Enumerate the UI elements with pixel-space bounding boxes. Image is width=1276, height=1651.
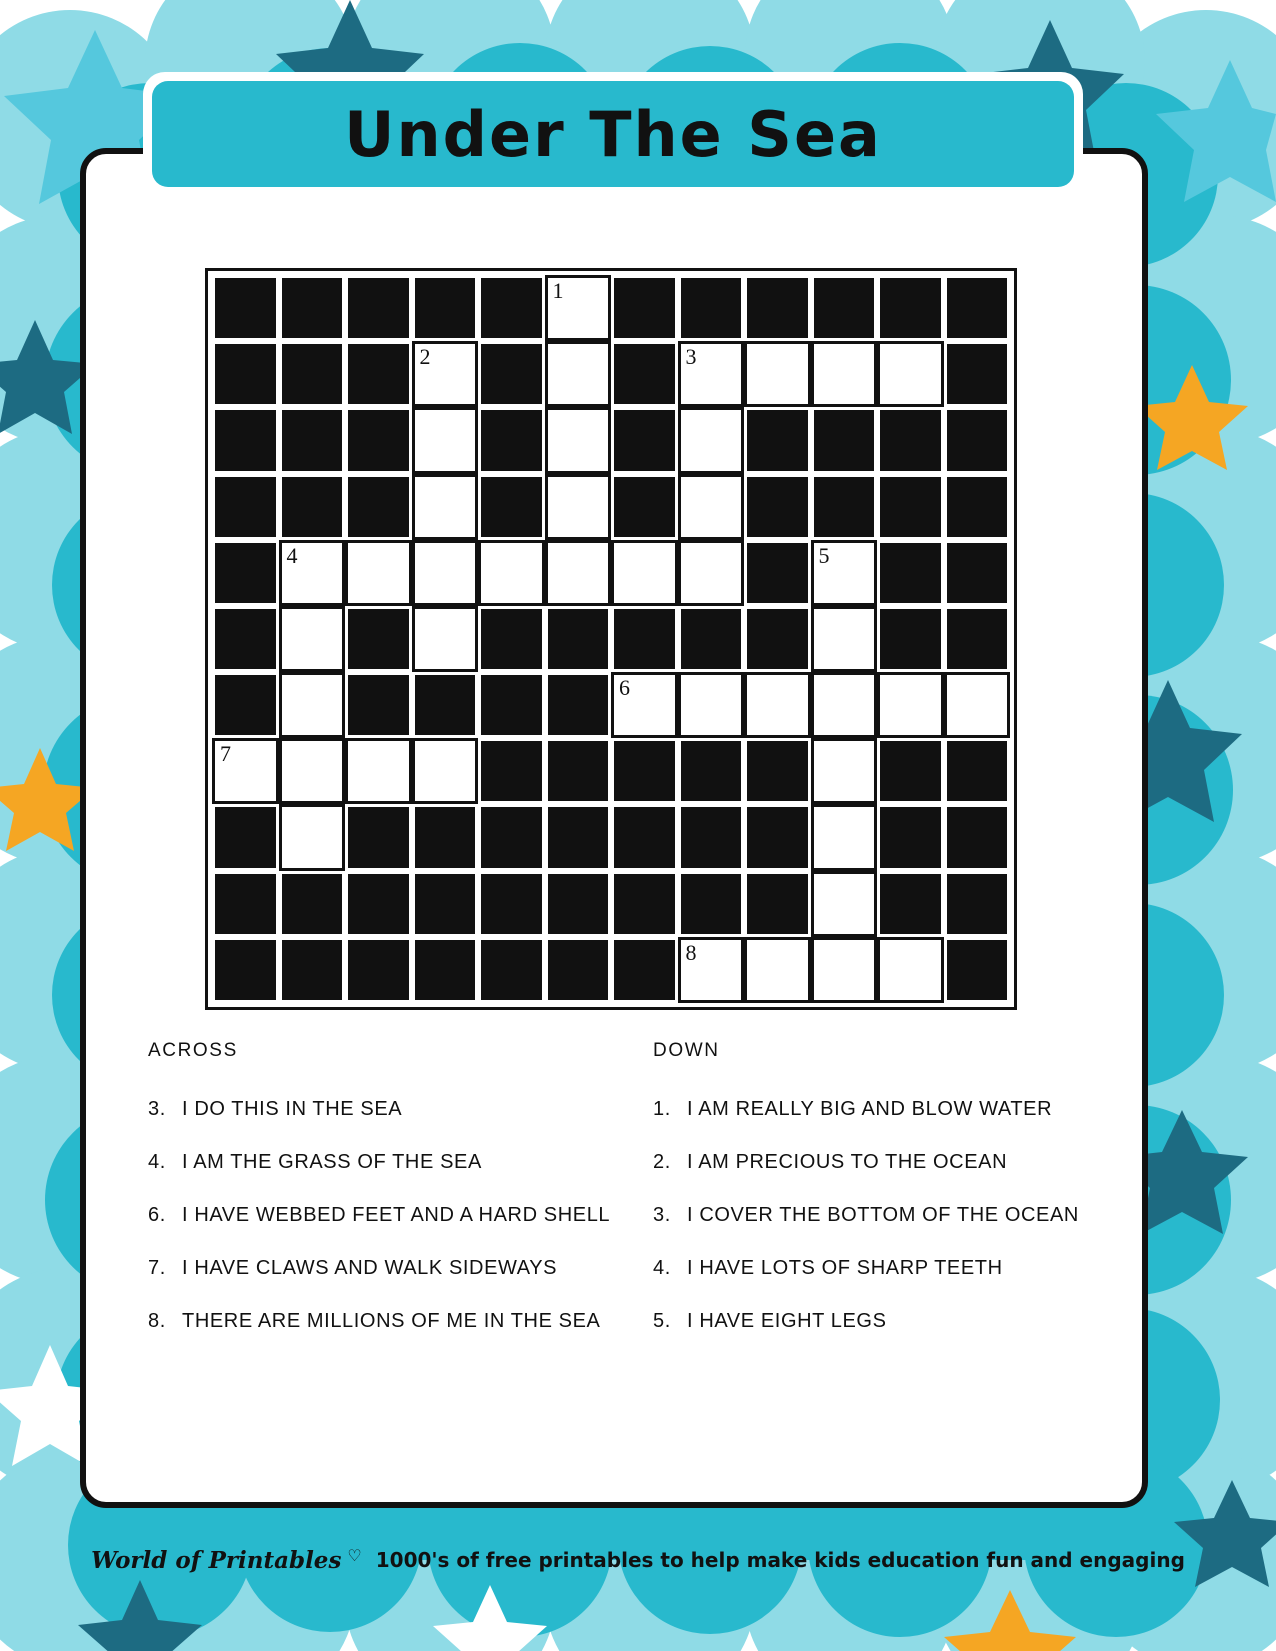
crossword-cell-blocked xyxy=(279,937,346,1003)
clue-number: 8. xyxy=(148,1310,166,1332)
crossword-cell-blocked xyxy=(944,474,1011,540)
crossword-cell-blocked xyxy=(412,804,479,870)
crossword-cell-blocked xyxy=(545,804,612,870)
crossword-cell-blocked xyxy=(944,341,1011,407)
crossword-cell-blocked xyxy=(611,606,678,672)
crossword-cell-blocked xyxy=(744,606,811,672)
crossword-cell-open[interactable] xyxy=(877,937,944,1003)
crossword-cell-open[interactable] xyxy=(811,804,878,870)
across-clue-item xyxy=(148,1204,653,1227)
crossword-cell-open[interactable] xyxy=(611,540,678,606)
crossword-cell-blocked xyxy=(345,275,412,341)
brand-name: World of Printables xyxy=(91,1546,342,1574)
crossword-cell-open[interactable] xyxy=(345,738,412,804)
crossword-cell-blocked xyxy=(345,474,412,540)
crossword-cell-blocked xyxy=(944,540,1011,606)
down-clue-list xyxy=(653,1098,1128,1333)
crossword-cell-blocked xyxy=(212,540,279,606)
down-clue-item xyxy=(653,1310,1128,1333)
clue-number: 4. xyxy=(148,1151,166,1173)
crossword-cell-blocked xyxy=(678,606,745,672)
crossword-cell-open[interactable] xyxy=(944,672,1011,738)
crossword-cell-blocked xyxy=(279,407,346,473)
crossword-grid-container xyxy=(205,268,1017,1010)
crossword-cell-blocked xyxy=(212,407,279,473)
crossword-cell-blocked xyxy=(345,672,412,738)
crossword-cell-blocked xyxy=(811,407,878,473)
crossword-cell-blocked xyxy=(478,937,545,1003)
crossword-cell-blocked xyxy=(545,937,612,1003)
clue-number: 7. xyxy=(148,1257,166,1279)
crossword-cell-open[interactable] xyxy=(279,606,346,672)
crossword-cell-blocked xyxy=(478,606,545,672)
crossword-cell-blocked xyxy=(877,871,944,937)
crossword-cell-open[interactable] xyxy=(744,672,811,738)
crossword-cell-blocked xyxy=(944,804,1011,870)
crossword-cell-blocked xyxy=(877,804,944,870)
cell-number: 8 xyxy=(685,939,697,965)
crossword-cell-blocked xyxy=(412,672,479,738)
crossword-cell-open[interactable] xyxy=(345,540,412,606)
crossword-cell-blocked xyxy=(212,474,279,540)
clue-number: 1. xyxy=(653,1098,671,1120)
crossword-cell-blocked xyxy=(678,804,745,870)
crossword-cell-blocked xyxy=(478,341,545,407)
crossword-cell-blocked xyxy=(744,804,811,870)
crossword-cell-open[interactable] xyxy=(678,474,745,540)
clue-number: 6. xyxy=(148,1204,166,1226)
crossword-cell-open[interactable] xyxy=(279,672,346,738)
clue-text: I HAVE LOTS OF SHARP TEETH xyxy=(687,1257,1003,1279)
crossword-grid xyxy=(212,275,1010,1003)
clue-text: I AM THE GRASS OF THE SEA xyxy=(182,1151,482,1173)
crossword-cell-open[interactable] xyxy=(478,540,545,606)
crossword-cell-blocked xyxy=(212,606,279,672)
down-heading: DOWN xyxy=(653,1040,720,1061)
crossword-cell-blocked xyxy=(279,341,346,407)
crossword-cell-blocked xyxy=(744,738,811,804)
cell-number: 2 xyxy=(419,344,431,370)
crossword-cell-blocked xyxy=(478,275,545,341)
crossword-cell-open[interactable] xyxy=(744,937,811,1003)
crossword-cell-blocked xyxy=(944,606,1011,672)
crossword-cell-blocked xyxy=(478,738,545,804)
down-clue-item xyxy=(653,1098,1128,1121)
across-column xyxy=(148,1040,653,1363)
crossword-cell-open[interactable] xyxy=(877,341,944,407)
crossword-cell-open[interactable] xyxy=(678,672,745,738)
crossword-cell-blocked xyxy=(944,871,1011,937)
crossword-cell-blocked xyxy=(345,937,412,1003)
crossword-cell-blocked xyxy=(212,871,279,937)
crossword-cell-blocked xyxy=(478,474,545,540)
crossword-cell-blocked xyxy=(345,341,412,407)
clue-text: I HAVE CLAWS AND WALK SIDEWAYS xyxy=(182,1257,558,1279)
crossword-cell-open[interactable] xyxy=(611,672,678,738)
crossword-cell-blocked xyxy=(412,871,479,937)
crossword-cell-open[interactable] xyxy=(811,606,878,672)
heart-icon: ♡ xyxy=(347,1548,362,1565)
crossword-cell-blocked xyxy=(877,738,944,804)
crossword-cell-blocked xyxy=(611,474,678,540)
crossword-cell-blocked xyxy=(212,341,279,407)
crossword-cell-open[interactable] xyxy=(744,341,811,407)
across-clue-item xyxy=(148,1151,653,1174)
across-clue-list xyxy=(148,1098,653,1333)
crossword-cell-open[interactable] xyxy=(678,341,745,407)
crossword-cell-blocked xyxy=(944,937,1011,1003)
across-heading: ACROSS xyxy=(148,1040,238,1061)
crossword-cell-open[interactable] xyxy=(545,540,612,606)
clues-section xyxy=(148,1040,1128,1363)
crossword-cell-blocked xyxy=(279,871,346,937)
down-clue-item xyxy=(653,1257,1128,1280)
crossword-cell-blocked xyxy=(877,407,944,473)
clue-number: 3. xyxy=(148,1098,166,1120)
down-clue-item xyxy=(653,1151,1128,1174)
crossword-cell-open[interactable] xyxy=(545,407,612,473)
crossword-cell-blocked xyxy=(944,275,1011,341)
crossword-cell-blocked xyxy=(744,407,811,473)
cell-number: 4 xyxy=(286,542,298,568)
crossword-cell-blocked xyxy=(877,474,944,540)
crossword-cell-blocked xyxy=(678,871,745,937)
crossword-cell-blocked xyxy=(811,275,878,341)
crossword-cell-blocked xyxy=(345,606,412,672)
crossword-cell-blocked xyxy=(611,738,678,804)
crossword-cell-blocked xyxy=(611,871,678,937)
crossword-cell-blocked xyxy=(678,275,745,341)
crossword-cell-open[interactable] xyxy=(545,474,612,540)
crossword-cell-open[interactable] xyxy=(279,738,346,804)
crossword-cell-blocked xyxy=(611,341,678,407)
crossword-cell-blocked xyxy=(478,672,545,738)
crossword-cell-blocked xyxy=(279,275,346,341)
crossword-cell-blocked xyxy=(545,606,612,672)
crossword-cell-blocked xyxy=(478,804,545,870)
crossword-cell-blocked xyxy=(877,275,944,341)
crossword-cell-blocked xyxy=(345,871,412,937)
crossword-cell-blocked xyxy=(744,275,811,341)
page-title: Under The Sea xyxy=(344,97,882,171)
crossword-cell-blocked xyxy=(545,738,612,804)
crossword-cell-open[interactable] xyxy=(412,606,479,672)
across-clue-item xyxy=(148,1310,653,1333)
crossword-cell-open[interactable] xyxy=(811,540,878,606)
crossword-cell-blocked xyxy=(478,407,545,473)
crossword-cell-blocked xyxy=(611,804,678,870)
cell-number: 3 xyxy=(685,344,697,370)
clue-number: 3. xyxy=(653,1204,671,1226)
clue-number: 4. xyxy=(653,1257,671,1279)
crossword-cell-open[interactable] xyxy=(877,672,944,738)
crossword-cell-blocked xyxy=(944,407,1011,473)
crossword-cell-blocked xyxy=(611,937,678,1003)
crossword-cell-blocked xyxy=(545,672,612,738)
crossword-cell-blocked xyxy=(345,407,412,473)
clue-text: I AM REALLY BIG AND BLOW WATER xyxy=(687,1098,1053,1120)
cell-number: 1 xyxy=(552,278,564,303)
clue-text: I HAVE WEBBED FEET AND A HARD SHELL xyxy=(182,1204,611,1226)
crossword-cell-open[interactable] xyxy=(811,672,878,738)
crossword-cell-open[interactable] xyxy=(412,407,479,473)
crossword-cell-blocked xyxy=(212,804,279,870)
crossword-cell-open[interactable] xyxy=(412,341,479,407)
across-clue-item xyxy=(148,1098,653,1121)
crossword-cell-blocked xyxy=(611,407,678,473)
crossword-cell-blocked xyxy=(412,937,479,1003)
crossword-cell-open[interactable] xyxy=(811,341,878,407)
crossword-cell-blocked xyxy=(877,606,944,672)
crossword-cell-open[interactable] xyxy=(678,540,745,606)
cell-number: 6 xyxy=(619,675,630,701)
crossword-cell-open[interactable] xyxy=(279,804,346,870)
clue-text: I HAVE EIGHT LEGS xyxy=(687,1310,887,1332)
crossword-cell-blocked xyxy=(678,738,745,804)
clue-text: I DO THIS IN THE SEA xyxy=(182,1098,403,1120)
crossword-cell-open[interactable] xyxy=(412,540,479,606)
cell-number: 5 xyxy=(818,542,830,568)
crossword-cell-blocked xyxy=(412,275,479,341)
clue-text: I COVER THE BOTTOM OF THE OCEAN xyxy=(687,1204,1079,1226)
crossword-cell-open[interactable] xyxy=(279,540,346,606)
crossword-cell-open[interactable] xyxy=(212,738,279,804)
title-banner-inner xyxy=(152,81,1074,187)
down-column xyxy=(653,1040,1128,1363)
clue-text: THERE ARE MILLIONS OF ME IN THE SEA xyxy=(182,1310,601,1332)
across-clue-item xyxy=(148,1257,653,1280)
clue-number: 5. xyxy=(653,1310,671,1332)
crossword-cell-blocked xyxy=(212,672,279,738)
crossword-cell-blocked xyxy=(478,871,545,937)
crossword-cell-open[interactable] xyxy=(412,474,479,540)
footer-tagline: 1000's of free printables to help make kids education fun and engaging xyxy=(375,1548,1185,1572)
crossword-cell-blocked xyxy=(877,540,944,606)
crossword-cell-blocked xyxy=(345,804,412,870)
crossword-cell-open[interactable] xyxy=(678,937,745,1003)
crossword-cell-open[interactable] xyxy=(545,275,612,341)
crossword-cell-open[interactable] xyxy=(811,937,878,1003)
crossword-cell-blocked xyxy=(545,871,612,937)
crossword-cell-blocked xyxy=(212,937,279,1003)
crossword-cell-open[interactable] xyxy=(412,738,479,804)
crossword-cell-blocked xyxy=(744,871,811,937)
crossword-cell-blocked xyxy=(744,540,811,606)
crossword-cell-blocked xyxy=(811,474,878,540)
crossword-cell-open[interactable] xyxy=(811,738,878,804)
crossword-cell-blocked xyxy=(611,275,678,341)
crossword-cell-open[interactable] xyxy=(545,341,612,407)
clue-text: I AM PRECIOUS TO THE OCEAN xyxy=(687,1151,1008,1173)
clue-number: 2. xyxy=(653,1151,671,1173)
down-clue-item xyxy=(653,1204,1128,1227)
footer xyxy=(0,1520,1276,1600)
crossword-cell-open[interactable] xyxy=(678,407,745,473)
crossword-cell-open[interactable] xyxy=(811,871,878,937)
crossword-cell-blocked xyxy=(744,474,811,540)
cell-number: 7 xyxy=(220,741,231,767)
crossword-cell-blocked xyxy=(212,275,279,341)
crossword-cell-blocked xyxy=(279,474,346,540)
crossword-cell-blocked xyxy=(944,738,1011,804)
title-banner xyxy=(143,72,1083,196)
